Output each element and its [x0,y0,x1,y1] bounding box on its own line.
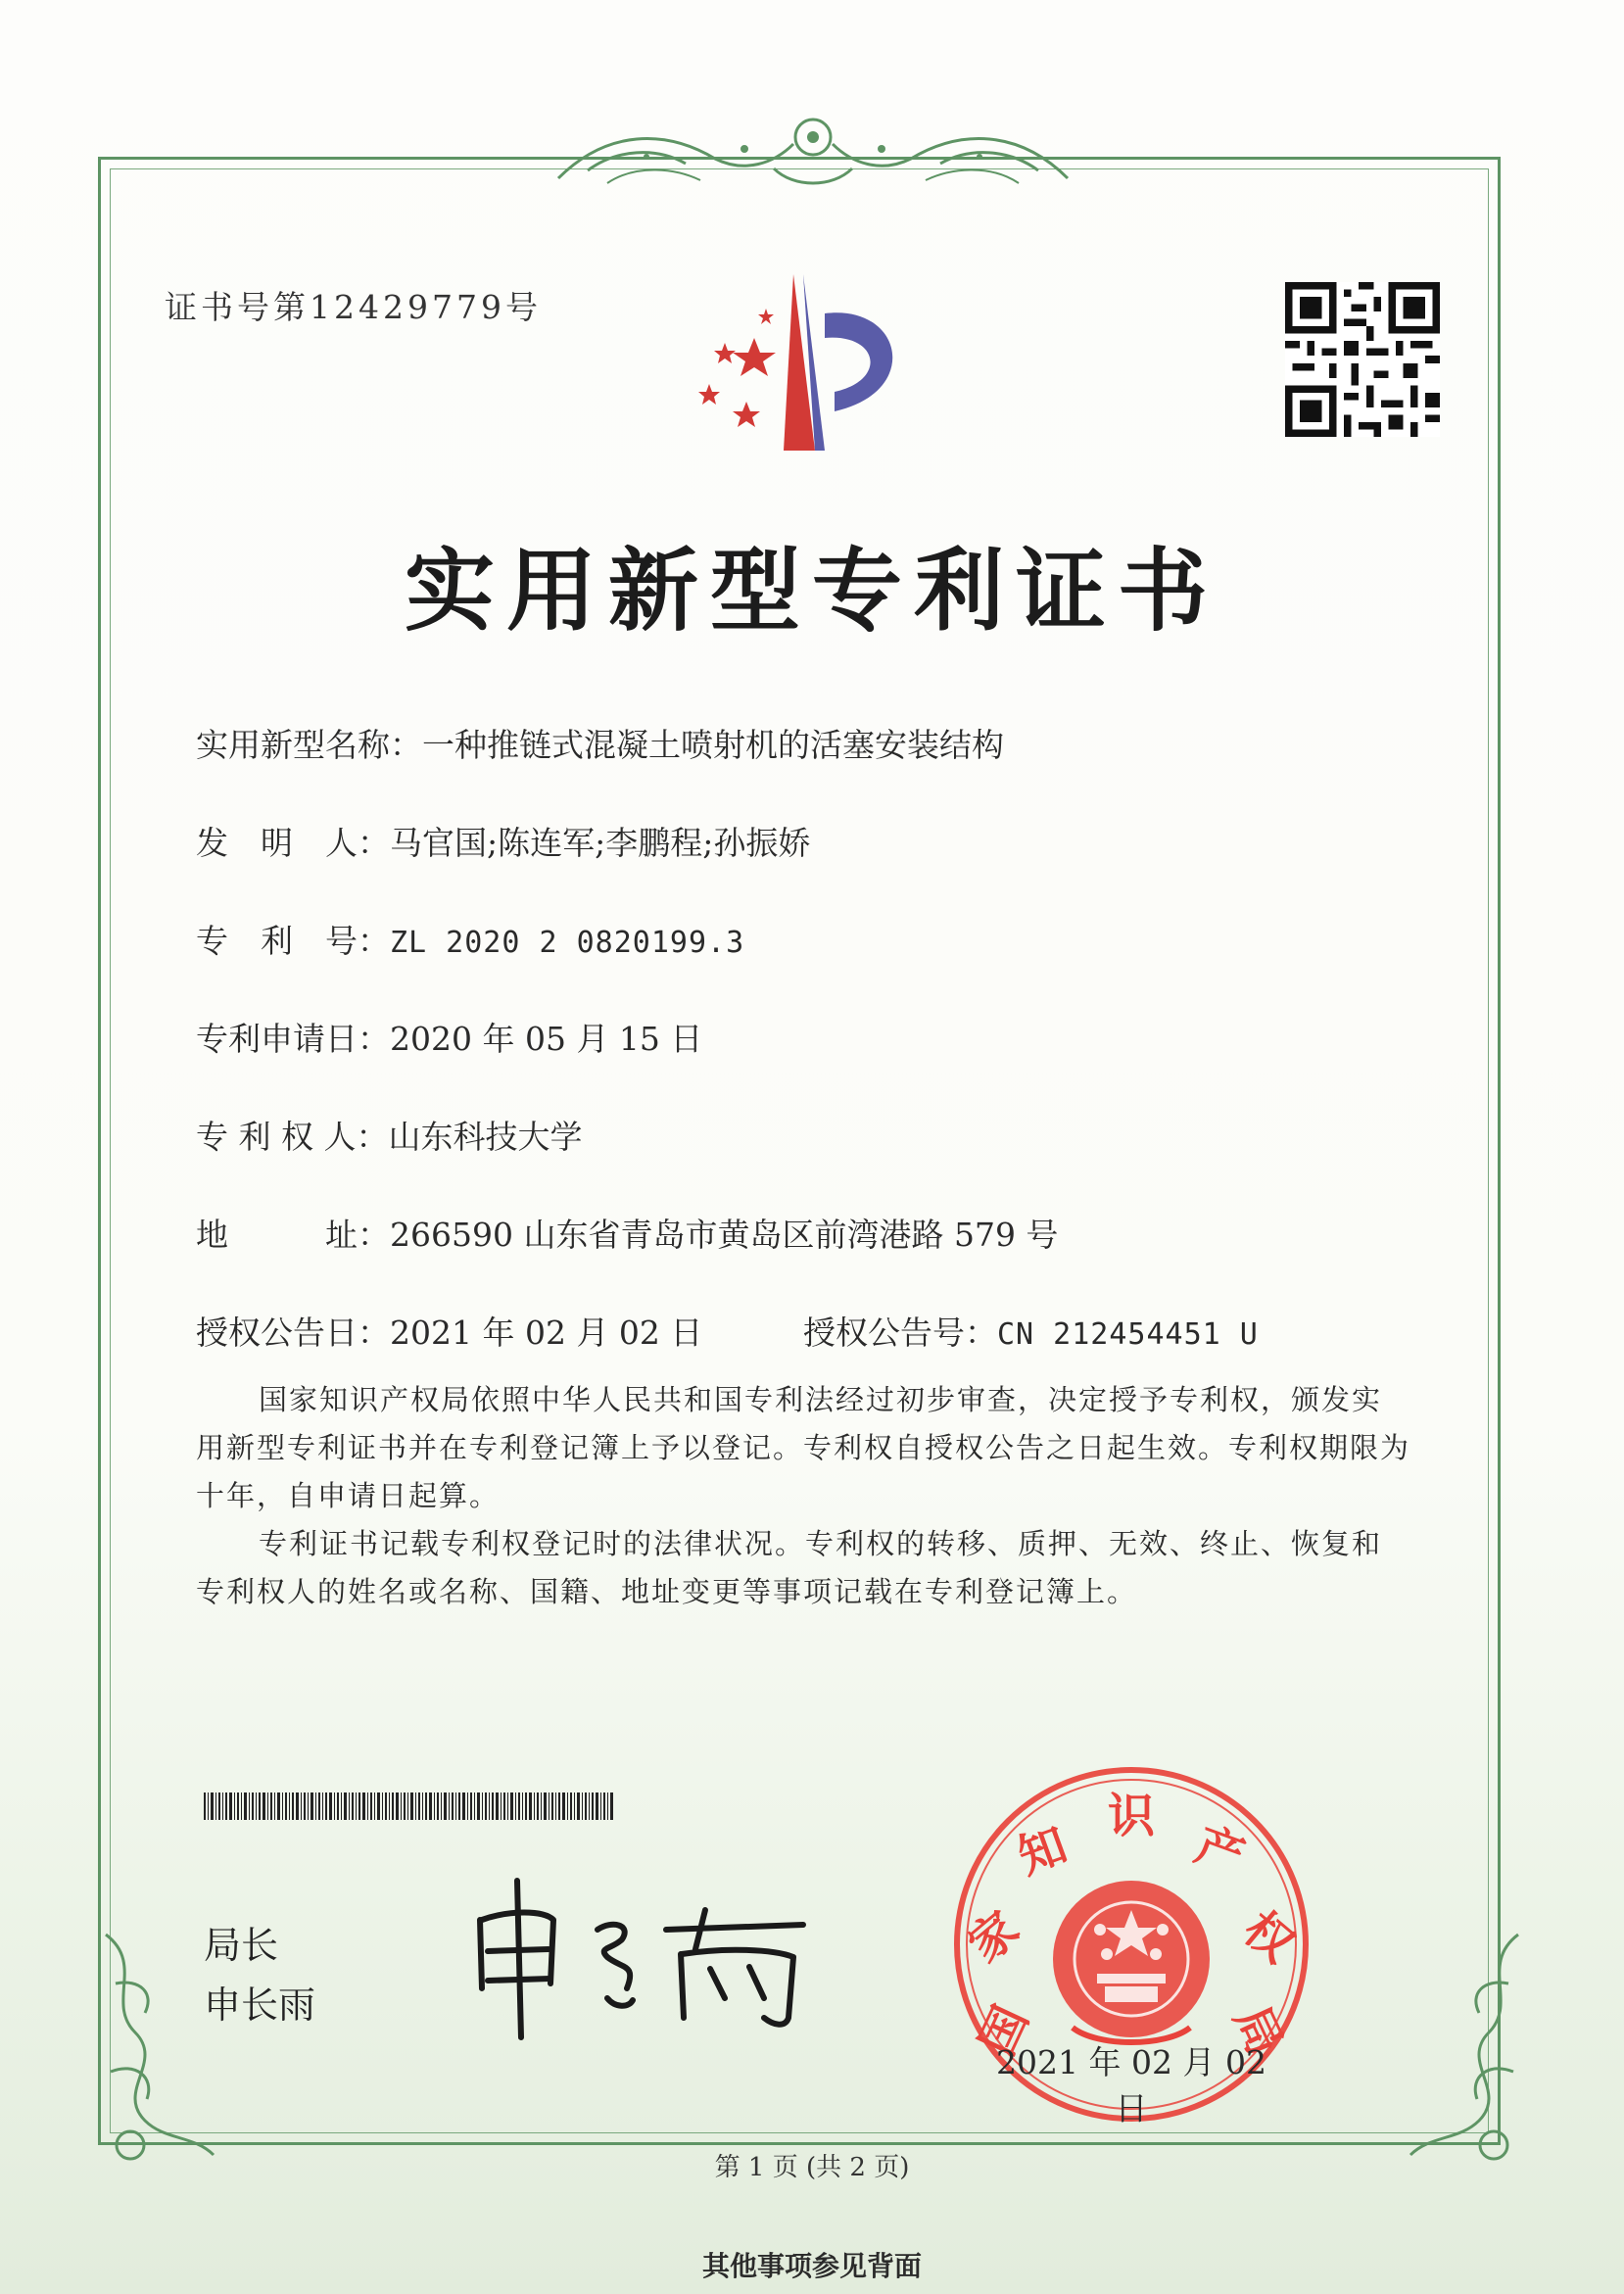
statement-paragraph: 专利证书记载专利权登记时的法律状况。专利权的转移、质押、无效、终止、恢复和专利权人的姓名或名称、国籍、地址变更等事项记载在专利登记簿上。 [196,1527,1383,1608]
field-grant-announcement-number [803,1308,1259,1354]
field-address [196,1210,1058,1256]
field-patent-number [196,916,744,962]
field-utility-model-name [196,720,1004,766]
field-inventors [196,818,810,864]
svg-text:识: 识 [1107,1789,1156,1843]
field-value: 2021 年 02 月 02 日 [390,1314,703,1352]
field-value: 马官国;陈连军;李鹏程;孙振娇 [390,824,811,862]
patent-office-logo-icon [678,264,932,460]
field-label: 发 明 人： [196,824,390,862]
svg-text:知: 知 [1011,1817,1075,1886]
top-ornament-icon [549,110,1077,198]
certificate-number: 证书号第12429779号 [165,288,542,326]
corner-ornament-icon [1391,1925,1538,2170]
statement-paragraph: 国家知识产权局依照中华人民共和国专利法经过初步审查，决定授予专利权，颁发实用新型专利证书并在专利登记簿上予以登记。专利权自授权公告之日起生效。专利权期限为十年，自申请日起算。 [196,1383,1411,1512]
field-patentee [196,1112,582,1158]
field-value: 山东科技大学 [388,1118,583,1156]
corner-ornament-icon [86,1925,233,2170]
svg-text:权: 权 [1232,1900,1305,1974]
seal-date: 2021 年 02 月 02 日 [996,2043,1266,2127]
qr-code-icon [1285,282,1440,437]
svg-text:国: 国 [969,1997,1040,2064]
field-value: 一种推链式混凝土喷射机的活塞安装结构 [422,726,1004,764]
svg-text:家: 家 [958,1900,1030,1974]
barcode-icon [204,1792,613,1820]
field-value: 2020 年 05 月 15 日 [390,1020,703,1058]
field-label: 地 址： [196,1216,390,1254]
field-value: ZL 2020 2 0820199.3 [390,926,745,960]
signature-icon [460,1871,823,2047]
director-title: 局长 [204,1924,279,1967]
director-name: 申长雨 [204,1983,316,2027]
field-grant-announcement-date [196,1308,702,1354]
back-note: 其他事项参见背面 [701,2250,922,2282]
field-application-date [196,1014,702,1060]
field-label: 实用新型名称： [196,726,422,764]
field-label: 专 利 号： [196,922,390,960]
page-number: 第 1 页 (共 2 页) [714,2153,910,2182]
field-label: 专 利 权 人： [196,1118,389,1156]
field-label: 专利申请日： [196,1020,390,1058]
field-value: 266590 山东省青岛市黄岛区前湾港路 579 号 [390,1216,1059,1254]
svg-text:产: 产 [1188,1817,1252,1886]
field-label: 授权公告号： [803,1314,997,1352]
field-value: CN 212454451 U [997,1317,1259,1352]
certificate-title: 实用新型专利证书 [404,538,1219,644]
field-label: 授权公告日： [196,1314,390,1352]
svg-text:局: 局 [1222,1997,1294,2064]
